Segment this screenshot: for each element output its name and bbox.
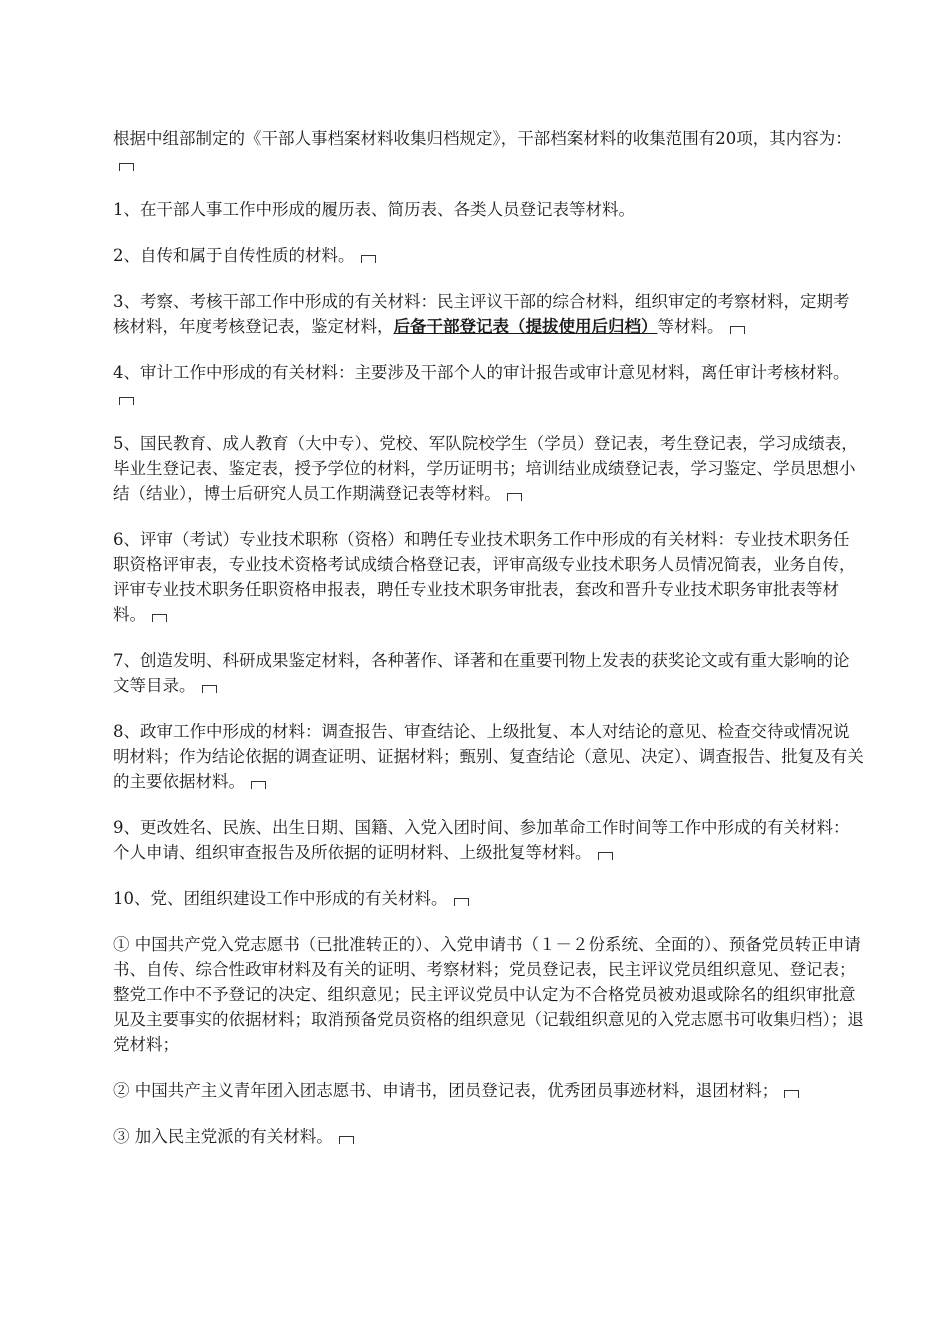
emphasized-text: 后备干部登记表（提拔使用后归档） (393, 317, 658, 336)
item-text-tail: 等材料。 (657, 317, 724, 336)
paragraph-mark-icon (784, 1090, 799, 1098)
paragraph-mark-icon (119, 163, 134, 171)
paragraph-mark-icon (730, 326, 745, 334)
item-text: 1、在干部人事工作中形成的履历表、简历表、各类人员登记表等材料。 (113, 200, 635, 219)
item-text: 7、创造发明、科研成果鉴定材料，各种著作、译著和在重要刊物上发表的获奖论文或有重大影响的论文等目录。 (113, 651, 850, 695)
item-text: 9、更改姓名、民族、出生日期、国籍、入党入团时间、参加革命工作时间等工作中形成的有关材料：个人申请、组织审查报告及所依据的证明材料、上级批复等材料。 (113, 818, 850, 862)
intro-paragraph (113, 126, 865, 176)
document-body (113, 126, 865, 1170)
paragraph-mark-icon (598, 852, 613, 860)
item-text: 4、审计工作中形成的有关材料：主要涉及干部个人的审计报告或审计意见材料，离任审计考核材料。 (113, 363, 850, 382)
sub-item-2 (113, 1078, 865, 1103)
paragraph-mark-icon (251, 781, 266, 789)
item-text: 8、政审工作中形成的材料：调查报告、审查结论、上级批复、本人对结论的意见、检查交待或情况说明材料；作为结论依据的调查证明、证据材料；甄别、复查结论（意见、决定）、调查报告、批复及有关的主要依据材料。 (113, 722, 864, 791)
item-10 (113, 886, 865, 911)
paragraph-mark-icon (507, 493, 522, 501)
item-text: ① 中国共产党入党志愿书（已批准转正的）、入党申请书（１－２份系统、全面的）、预备党员转正申请书、自传、综合性政审材料及有关的证明、考察材料；党员登记表，民主评议党员组织意见、登记表；整党工作中不予登记的决定、组织意见；民主评议党员中认定为不合格党员被劝退或除名的组织审批意见及主要事实的依据材料；取消预备党员资格的组织意见（记载组织意见的入党志愿书可收集归档）；退党材料； (113, 935, 864, 1054)
paragraph-mark-icon (152, 614, 167, 622)
item-text: 3、考察、考核干部工作中形成的有关材料：民主评议干部的综合材料，组织审定的考察材料，定期考核材料，年度考核登记表，鉴定材料， (113, 292, 850, 336)
item-3 (113, 289, 865, 339)
sub-item-3 (113, 1124, 865, 1149)
paragraph-mark-icon (119, 397, 134, 405)
item-6 (113, 527, 865, 627)
item-4 (113, 360, 865, 410)
item-1 (113, 197, 865, 222)
item-text: 6、评审（考试）专业技术职称（资格）和聘任专业技术职务工作中形成的有关材料：专业技术职务任职资格评审表，专业技术资格考试成绩合格登记表，评审高级专业技术职务人员情况简表，业务自传，评审专业技术职务任职资格申报表，聘任专业技术职务审批表，套改和晋升专业技术职务审批表等材料。 (113, 530, 856, 624)
item-9 (113, 815, 865, 865)
item-text: ② 中国共产主义青年团入团志愿书、申请书，团员登记表，优秀团员事迹材料，退团材料； (113, 1081, 779, 1100)
paragraph-mark-icon (454, 898, 469, 906)
item-8 (113, 719, 865, 794)
paragraph-mark-icon (361, 255, 376, 263)
item-text: 10、党、团组织建设工作中形成的有关材料。 (113, 889, 448, 908)
sub-item-1 (113, 932, 865, 1057)
item-text: 5、国民教育、成人教育（大中专）、党校、军队院校学生（学员）登记表，考生登记表，学习成绩表，毕业生登记表、鉴定表，授予学位的材料，学历证明书；培训结业成绩登记表，学习鉴定、学员思想小结（结业），博士后研究人员工作期满登记表等材料。 (113, 434, 858, 503)
paragraph-mark-icon (202, 685, 217, 693)
paragraph-mark-icon (339, 1136, 354, 1144)
item-text: ③ 加入民主党派的有关材料。 (113, 1127, 333, 1146)
item-7 (113, 648, 865, 698)
item-text: 2、自传和属于自传性质的材料。 (113, 246, 355, 265)
intro-text: 根据中组部制定的《干部人事档案材料收集归档规定》，干部档案材料的收集范围有20项，其内容为： (113, 129, 852, 148)
item-2 (113, 243, 865, 268)
item-5 (113, 431, 865, 506)
